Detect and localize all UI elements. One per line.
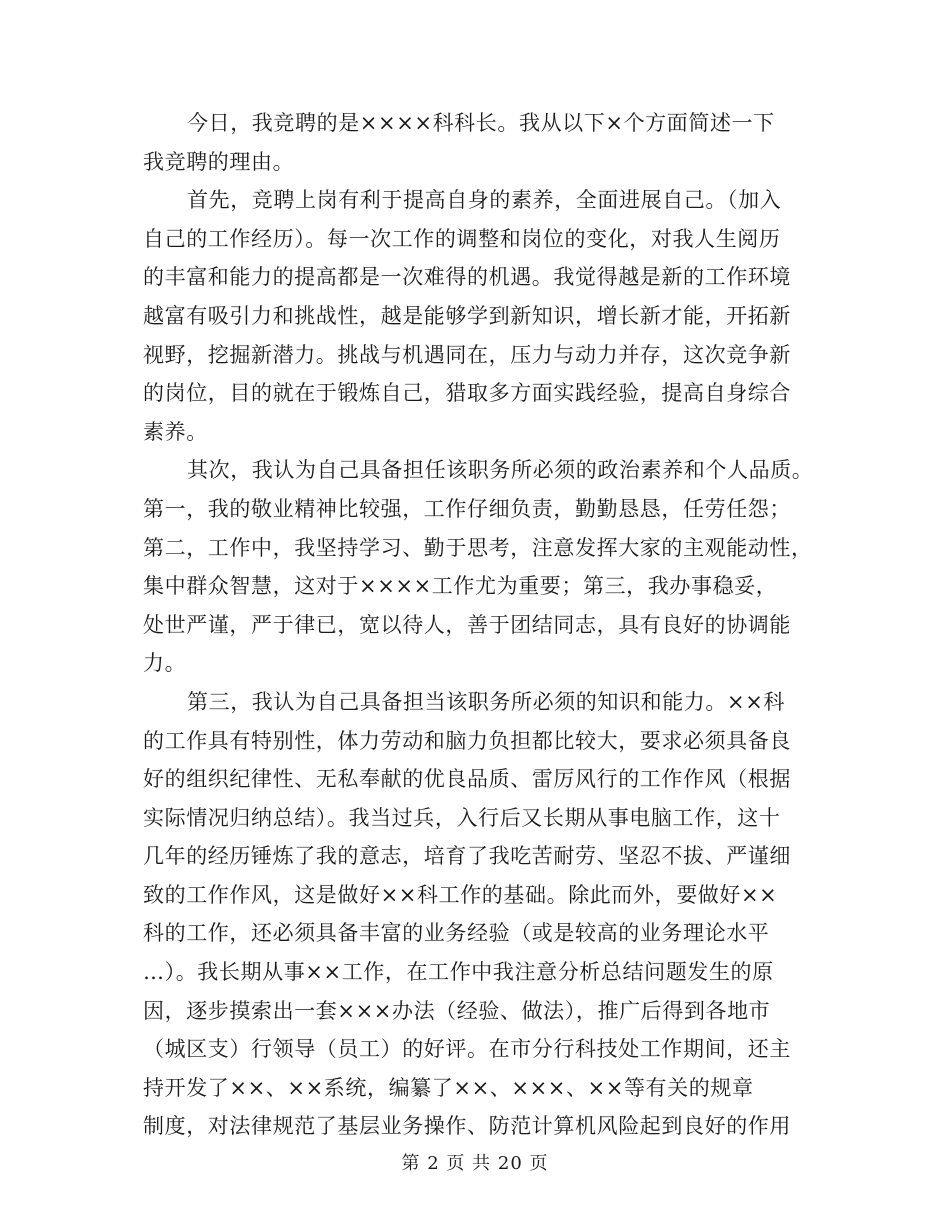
text-line: 实际情况归纳总结）。我当过兵，入行后又长期从事电脑工作，这十: [143, 805, 781, 830]
text-line: 素养。: [143, 419, 208, 444]
text-line: 首先，竞聘上岗有利于提高自身的素养，全面进展自己。（加入: [187, 188, 782, 213]
total-pages-number: 20: [497, 1153, 523, 1174]
text-line: 第二，工作中，我坚持学习、勤于思考，注意发挥大家的主观能动性，: [143, 535, 813, 560]
paragraph-third-reason: [143, 683, 803, 1146]
text-line: 我竞聘的理由。: [143, 149, 295, 174]
text-line: 的丰富和能力的提高都是一次难得的机遇。我觉得越是新的工作环境: [143, 265, 791, 290]
text-line: 力。: [143, 651, 187, 676]
footer-middle: 页 共: [446, 1153, 492, 1174]
paragraph-second-reason: [143, 451, 814, 683]
text-line: 因，逐步摸索出一套×××办法（经验、做法），推广后得到各地市: [143, 998, 771, 1023]
text-line: 好的组织纪律性、无私奉献的优良品质、雷厉风行的工作作风（根据: [143, 767, 791, 792]
text-line: 其次，我认为自己具备担任该职务所必须的政治素养和个人品质。: [187, 458, 814, 483]
text-line: 科的工作，还必须具备丰富的业务经验（或是较高的业务理论水平: [143, 921, 770, 946]
footer-suffix: 页: [529, 1153, 549, 1174]
text-line: 集中群众智慧，这对于××××工作尤为重要；第三，我办事稳妥，: [143, 574, 778, 599]
text-line: 自己的工作经历）。每一次工作的调整和岗位的变化，对我人生阅历: [143, 226, 781, 251]
paragraph-intro: [143, 104, 803, 181]
text-line: 持开发了××、××系统，编纂了××、×××、××等有关的规章: [143, 1075, 754, 1100]
text-line: 越富有吸引力和挑战性，越是能够学到新知识，增长新才能，开拓新: [143, 303, 791, 328]
text-line: …）。我长期从事××工作，在工作中我注意分析总结问题发生的原: [143, 960, 774, 985]
current-page-number: 2: [427, 1153, 440, 1174]
document-body: [143, 104, 814, 1146]
text-line: 的岗位，目的就在于锻炼自己，猎取多方面实践经验，提高自身综合: [143, 381, 791, 406]
paragraph-first-reason: [143, 181, 803, 451]
text-line: 第一，我的敬业精神比较强，工作仔细负责，勤勤恳恳，任劳任怨；: [143, 496, 791, 521]
text-line: 处世严谨，严于律已，宽以待人，善于团结同志，具有良好的协调能: [143, 612, 791, 637]
text-line: 致的工作作风，这是做好××科工作的基础。除此而外，要做好××: [143, 882, 778, 907]
text-line: 第三，我认为自己具备担当该职务所必须的知识和能力。××科: [187, 689, 785, 714]
text-line: 今日，我竞聘的是××××科科长。我从以下×个方面简述一下: [187, 111, 775, 135]
text-line: 几年的经历锤炼了我的意志，培育了我吃苦耐劳、坚忍不拔、严谨细: [143, 844, 791, 869]
page-footer: [0, 1151, 950, 1177]
text-line: （城区支）行领导（员工）的好评。在市分行科技处工作期间，还主: [143, 1037, 791, 1062]
text-line: 制度，对法律规范了基层业务操作、防范计算机风险起到良好的作用: [143, 1114, 791, 1139]
text-line: 的工作具有特别性，体力劳动和脑力负担都比较大，要求必须具备良: [143, 728, 791, 753]
text-line: 视野，挖掘新潜力。挑战与机遇同在，压力与动力并存，这次竞争新: [143, 342, 791, 367]
footer-prefix: 第: [401, 1153, 421, 1174]
